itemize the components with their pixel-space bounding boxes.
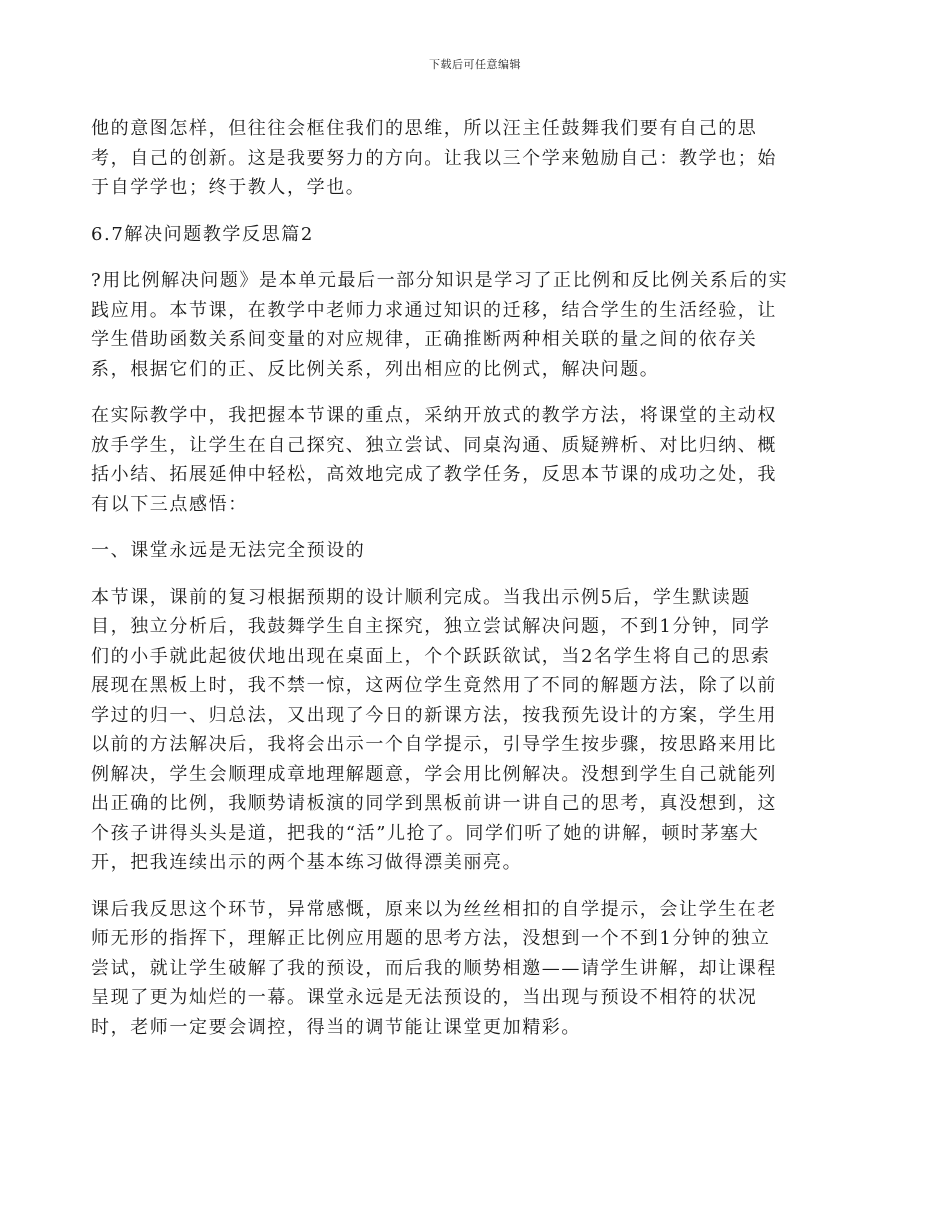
text-line: 师无形的指挥下，理解正比例应用题的思考方法，没想到一个不到1分钟的独立 xyxy=(91,928,771,949)
text-line: 开，把我连续出示的两个基本练习做得漂美丽亮。 xyxy=(91,852,523,873)
document-body xyxy=(91,114,863,1059)
text-line: 们的小手就此起彼伏地出现在桌面上，个个跃跃欲试，当2名学生将自己的思索 xyxy=(91,645,771,667)
text-line: 考，自己的创新。这是我要努力的方向。让我以三个学来勉励自己：教学也；始 xyxy=(91,147,777,169)
text-line: 展现在黑板上时，我不禁一惊，这两位学生竟然用了不同的解题方法，除了以前 xyxy=(91,675,777,696)
text-line: 系，根据它们的正、反比例关系，列出相应的比例式，解决问题。 xyxy=(91,358,660,380)
text-line: 课后我反思这个环节，异常感慨，原来以为丝丝相扣的自学提示，会让学生在老 xyxy=(91,898,777,920)
text-line: 呈现了更为灿烂的一幕。课堂永远是无法预设的，当出现与预设不相符的状况 xyxy=(91,987,758,1008)
page-header: 下载后可任意编辑 xyxy=(429,58,521,71)
paragraph-practice xyxy=(91,401,863,519)
paragraph-overview xyxy=(91,266,863,384)
text-line: 学过的归一、归总法，又出现了今日的新课方法，按我预先设计的方案，学生用 xyxy=(91,704,777,726)
text-line: 他的意图怎样，但往往会框住我们的思维，所以汪主任鼓舞我们要有自己的思 xyxy=(91,118,758,139)
paragraph-intro xyxy=(91,114,863,203)
text-line: 括小结、拓展延伸中轻松，高效地完成了教学任务，反思本节课的成功之处，我 xyxy=(91,464,777,485)
text-line: 目，独立分析后，我鼓舞学生自主探究，独立尝试解决问题，不到1分钟，同学 xyxy=(91,616,771,637)
subsection-heading: 一、课堂永远是无法完全预设的 xyxy=(91,540,366,561)
text-line: 出正确的比例，我顺势请板演的同学到黑板前讲一讲自己的思考，真没想到，这 xyxy=(91,793,777,814)
section-title: 6.7解决问题教学反思篇2 xyxy=(91,223,314,245)
text-line: 本节课，课前的复习根据预期的设计顺利完成。当我出示例5后，学生默读题 xyxy=(91,586,751,608)
text-line: 以前的方法解决后，我将会出示一个自学提示，引导学生按步骤，按思路来用比 xyxy=(91,734,777,755)
text-line: 时，老师一定要会调控，得当的调节能让课堂更加精彩。 xyxy=(91,1016,581,1038)
text-line: ?用比例解决问题》是本单元最后一部分知识是学习了正比例和反比例关系后的实 xyxy=(91,270,789,291)
text-line: 在实际教学中，我把握本节课的重点，采纳开放式的教学方法，将课堂的主动权 xyxy=(91,405,777,426)
paragraph-reflection xyxy=(91,895,863,1043)
text-line: 学生借助函数关系间变量的对应规律，正确推断两种相关联的量之间的依存关 xyxy=(91,329,758,350)
text-line: 有以下三点感悟： xyxy=(91,493,248,515)
text-line: 个孩子讲得头头是道，把我的“活”儿抢了。同学们听了她的讲解，顿时茅塞大 xyxy=(91,822,760,844)
text-line: 践应用。本节课，在教学中老师力求通过知识的迁移，结合学生的生活经验，让 xyxy=(91,299,777,321)
text-line: 放手学生，让学生在自己探究、独立尝试、同桌沟通、质疑辨析、对比归纳、概 xyxy=(91,434,777,456)
text-line: 尝试，就让学生破解了我的预设，而后我的顺势相邀——请学生讲解，却让课程 xyxy=(91,957,777,979)
text-line: 例解决，学生会顺理成章地理解题意，学会用比例解决。没想到学生自己就能列 xyxy=(91,763,777,785)
text-line: 于自学学也；终于教人，学也。 xyxy=(91,177,366,198)
paragraph-example xyxy=(91,583,863,878)
